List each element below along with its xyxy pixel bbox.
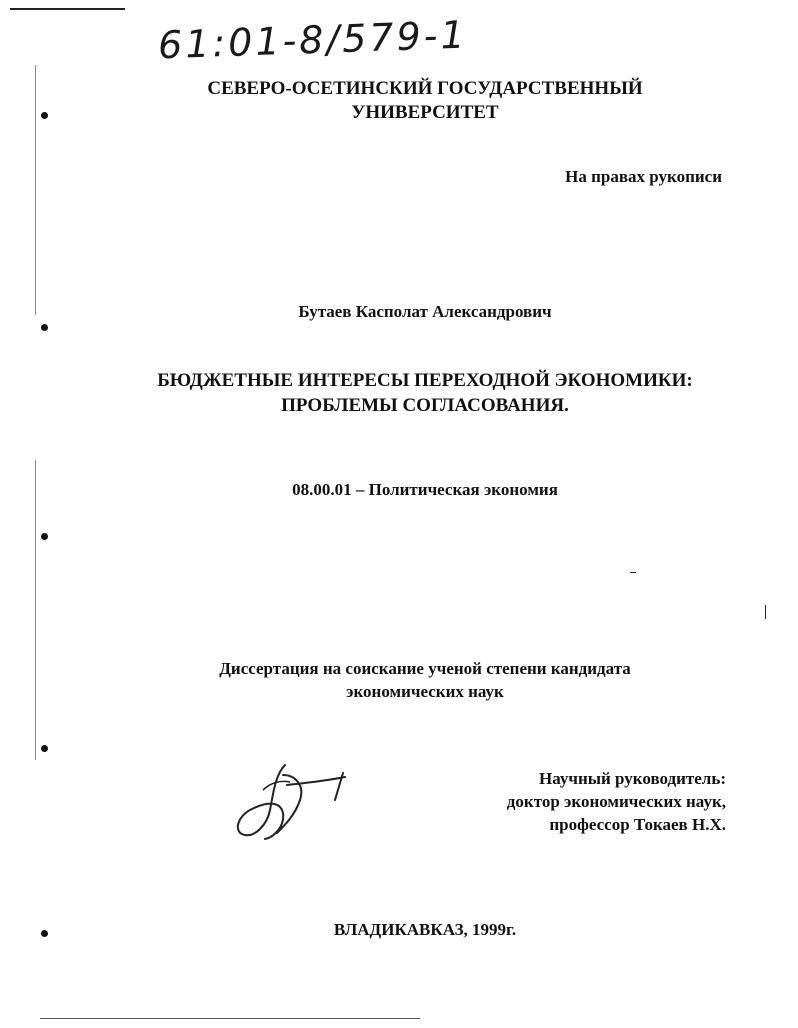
degree-statement [0, 657, 798, 703]
university-name [0, 77, 798, 125]
scan-edge-line [10, 8, 125, 10]
scan-speck [765, 605, 766, 619]
dissertation-title-line-1: БЮДЖЕТНЫЕ ИНТЕРЕСЫ ПЕРЕХОДНОЙ ЭКОНОМИКИ: [157, 370, 693, 391]
binding-hole-dot [41, 324, 48, 331]
degree-statement-line-2: экономических наук [346, 682, 504, 701]
city-year: ВЛАДИКАВКАЗ, 1999г. [333, 920, 517, 939]
archive-number-handwritten: 61:01-8/579-1 [157, 12, 469, 68]
university-name-line-1: СЕВЕРО-ОСЕТИНСКИЙ ГОСУДАРСТВЕННЫЙ [207, 78, 643, 99]
signature-mark [225, 755, 370, 845]
rights-note: На правах рукописи [565, 167, 722, 186]
specialty-code: 08.00.01 – Политическая экономия [292, 480, 558, 499]
scan-edge-line [40, 1018, 420, 1019]
binding-hole-dot [41, 533, 48, 540]
scan-speck [630, 572, 636, 573]
dissertation-title [0, 368, 798, 418]
supervisor-line-3: профессор Токаев Н.Х. [549, 815, 726, 834]
supervisor-line-2: доктор экономических наук, [506, 792, 726, 811]
author-name: Бутаев Касполат Александрович [298, 302, 552, 321]
dissertation-title-line-2: ПРОБЛЕМЫ СОГЛАСОВАНИЯ. [281, 395, 569, 416]
scientific-supervisor [507, 767, 726, 836]
supervisor-line-1: Научный руководитель: [539, 769, 726, 788]
scan-margin-line [35, 460, 36, 760]
binding-hole-dot [41, 745, 48, 752]
university-name-line-2: УНИВЕРСИТЕТ [351, 102, 499, 123]
degree-statement-line-1: Диссертация на соискание ученой степени кандидата [219, 659, 631, 678]
